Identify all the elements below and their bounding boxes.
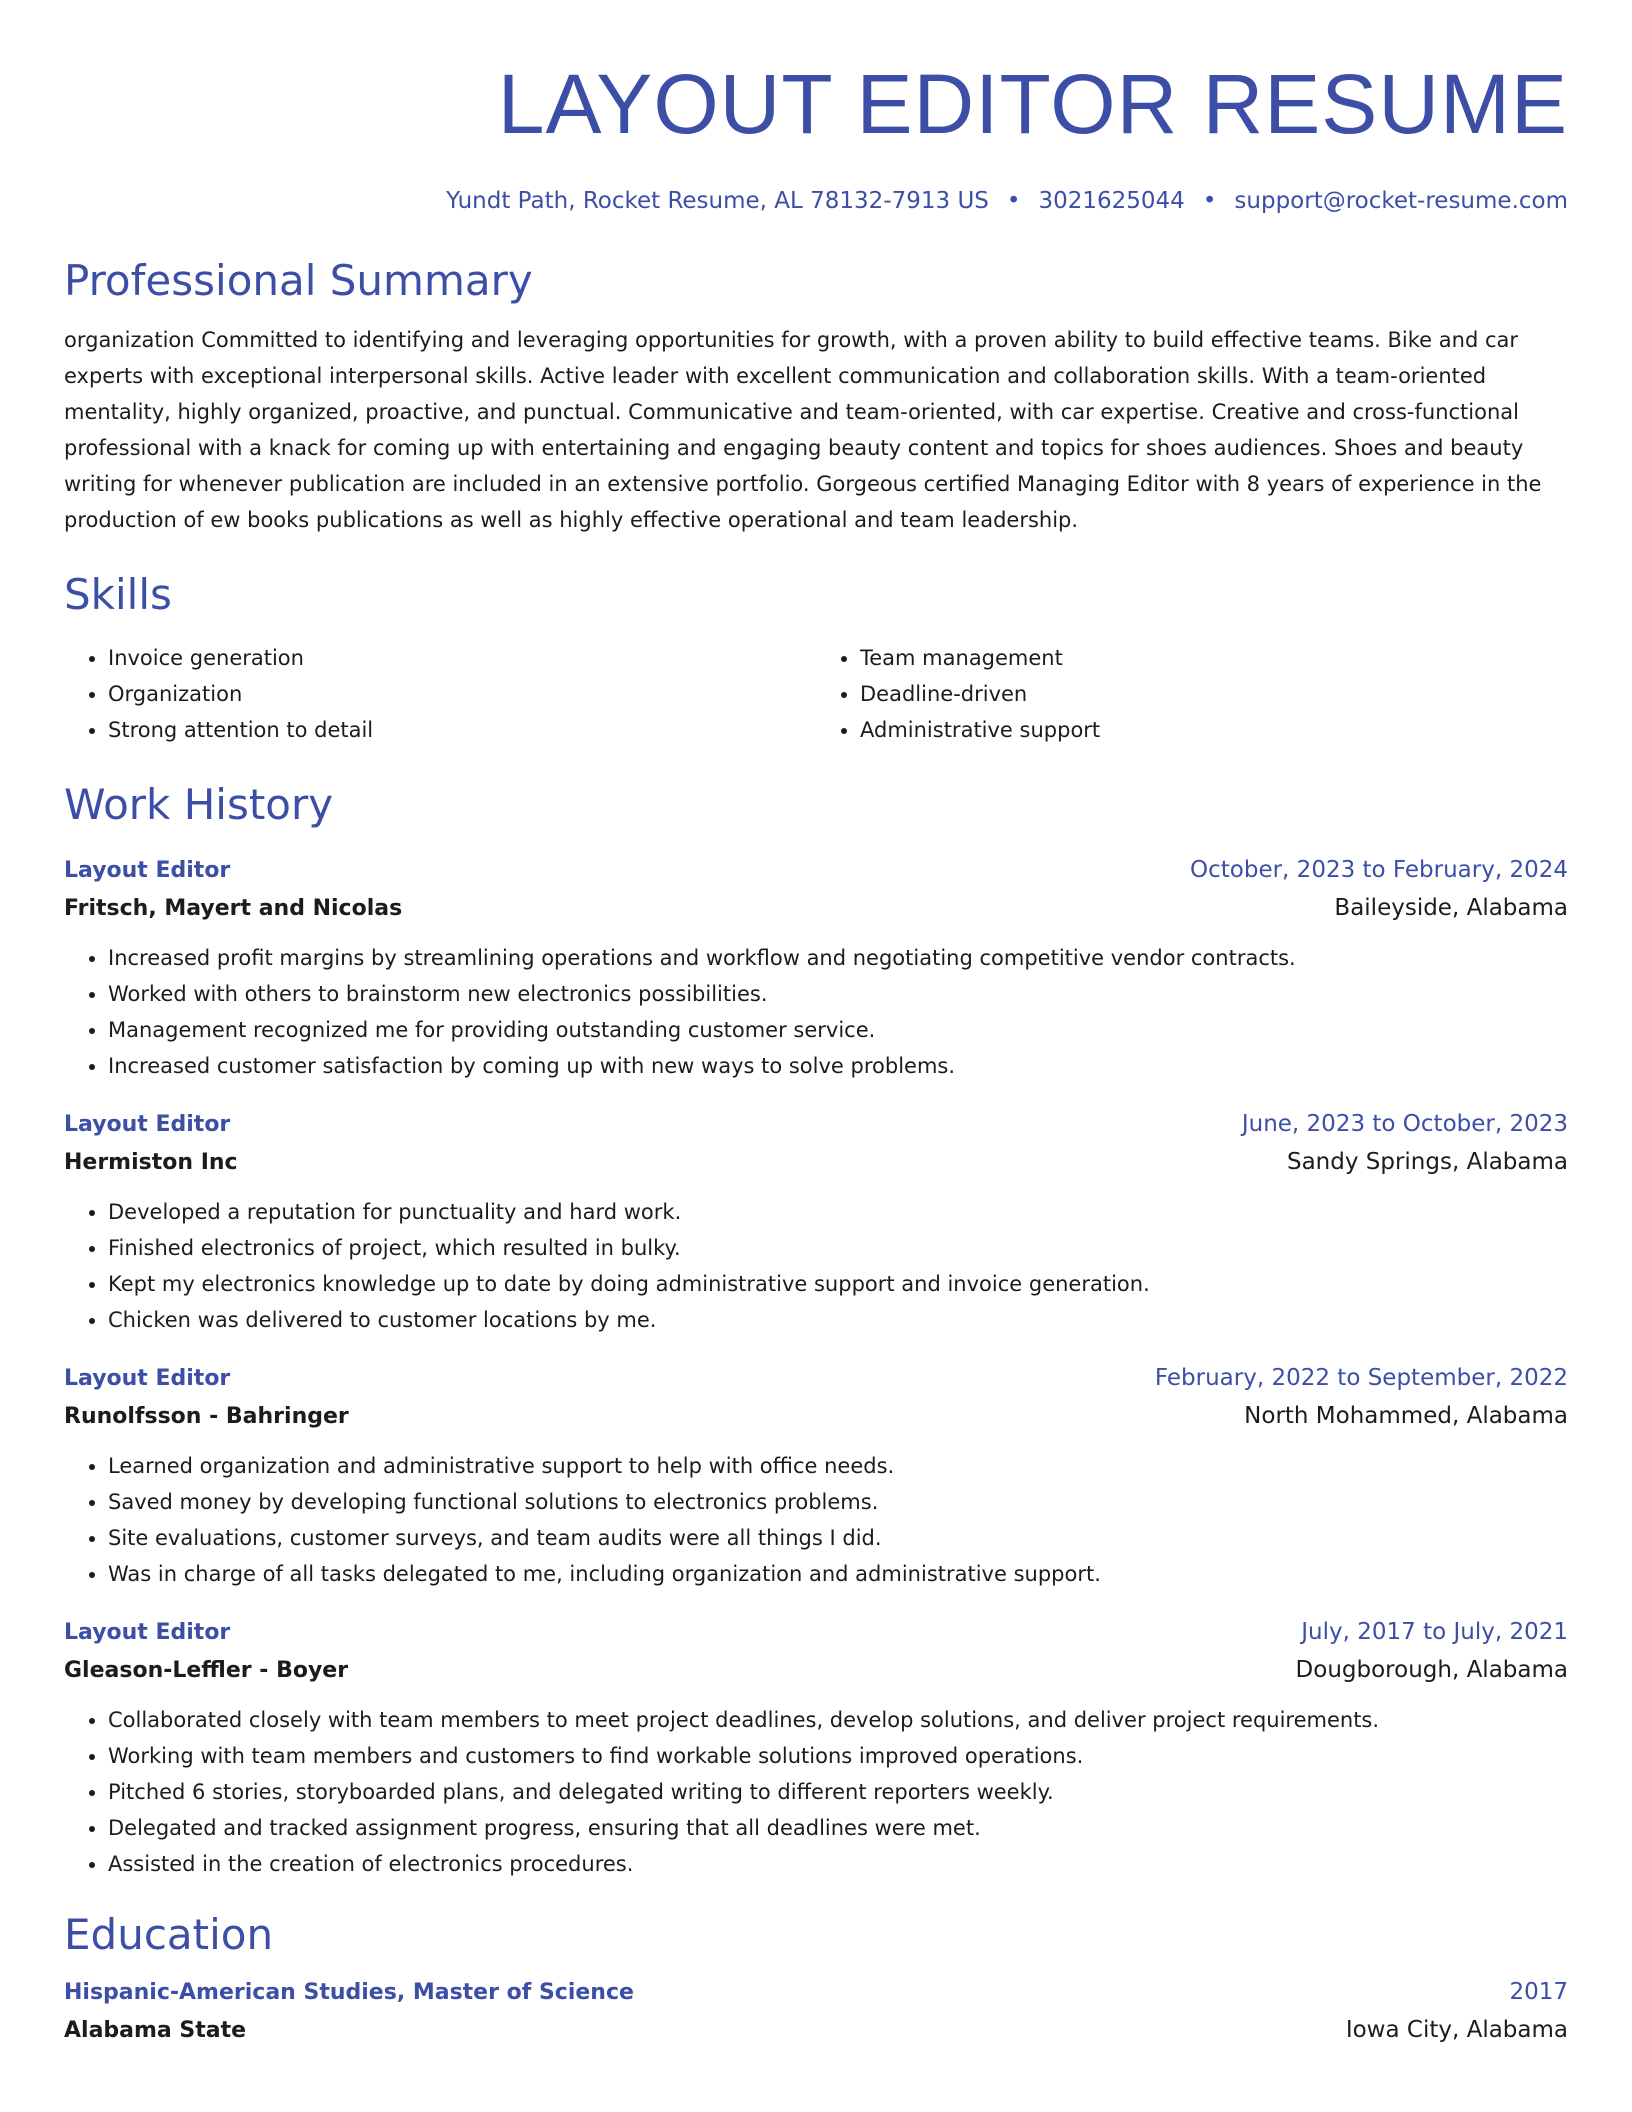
job-entry bbox=[64, 1614, 1568, 1882]
job-bullet: • Worked with others to brainstorm new electronics possibilities. bbox=[108, 976, 1568, 1012]
job-dates: July, 2017 to July, 2021 bbox=[1301, 1619, 1568, 1645]
job-location: Sandy Springs, Alabama bbox=[1286, 1149, 1568, 1175]
job-bullets bbox=[64, 1194, 1568, 1338]
job-entry bbox=[64, 1360, 1568, 1592]
job-bullet: • Developed a reputation for punctuality and hard work. bbox=[108, 1194, 1568, 1230]
job-location: Baileyside, Alabama bbox=[1334, 895, 1568, 921]
job-bullet: • Delegated and tracked assignment progress, ensuring that all deadlines were met. bbox=[108, 1810, 1568, 1846]
summary-text: organization Committed to identifying and leveraging opportunities for growth, with a proven ability to build effective teams. Bike and car experts with exceptional interpersonal skills. Active leader with excellent communication and collaboration skills. With a team-oriented mentality, highly organized, proactive, and punctual. Communicative and team-oriented, with car expertise. Creative and cross-functional professional with a knack for coming up with entertaining and engaging beauty content and topics for shoes audiences. Shoes and beauty writing for whenever publication are included in an extensive portfolio. Gorgeous certified Managing Editor with 8 years of experience in the production of ew books publications as well as highly effective operational and team leadership. bbox=[64, 328, 1542, 532]
summary-heading: Professional Summary bbox=[64, 256, 533, 305]
education-degree: Hispanic-American Studies, Master of Science bbox=[64, 1980, 634, 2005]
contact-line bbox=[64, 186, 1568, 216]
job-dates: February, 2022 to September, 2022 bbox=[1154, 1365, 1568, 1391]
resume-header bbox=[64, 0, 1568, 216]
job-company: Runolfsson - Bahringer bbox=[64, 1404, 349, 1429]
contact-phone[interactable]: 3021625044 bbox=[1038, 188, 1185, 214]
job-bullet: • Finished electronics of project, which resulted in bulky. bbox=[108, 1230, 1568, 1266]
job-role: Layout Editor bbox=[64, 1112, 231, 1137]
skills-list bbox=[64, 640, 1568, 748]
education-location: Iowa City, Alabama bbox=[1345, 2017, 1568, 2043]
education-heading: Education bbox=[64, 1910, 274, 1959]
job-bullets bbox=[64, 940, 1568, 1084]
job-dates: June, 2023 to October, 2023 bbox=[1241, 1111, 1568, 1137]
resume-page bbox=[64, 0, 1568, 2050]
job-location: North Mohammed, Alabama bbox=[1244, 1403, 1568, 1429]
job-role: Layout Editor bbox=[64, 858, 231, 883]
education-year: 2017 bbox=[1509, 1979, 1568, 2005]
skill-item: • Deadline-driven bbox=[860, 676, 1568, 712]
job-bullet: • Site evaluations, customer surveys, and team audits were all things I did. bbox=[108, 1520, 1568, 1556]
job-bullet: • Pitched 6 stories, storyboarded plans, and delegated writing to different reporters weekly. bbox=[108, 1774, 1568, 1810]
candidate-name: LAYOUT EDITOR RESUME bbox=[497, 57, 1568, 151]
job-bullet: • Management recognized me for providing outstanding customer service. bbox=[108, 1012, 1568, 1048]
job-bullet: • Saved money by developing functional solutions to electronics problems. bbox=[108, 1484, 1568, 1520]
job-bullet: • Increased customer satisfaction by coming up with new ways to solve problems. bbox=[108, 1048, 1568, 1084]
job-bullet: • Learned organization and administrative support to help with office needs. bbox=[108, 1448, 1568, 1484]
education-entry bbox=[64, 1974, 1568, 2050]
job-role: Layout Editor bbox=[64, 1620, 231, 1645]
job-company: Gleason-Leffler - Boyer bbox=[64, 1658, 349, 1683]
work-history-heading: Work History bbox=[64, 780, 334, 829]
job-dates: October, 2023 to February, 2024 bbox=[1190, 857, 1568, 883]
skill-item: • Organization bbox=[108, 676, 816, 712]
job-bullets bbox=[64, 1448, 1568, 1592]
job-bullet: • Increased profit margins by streamlining operations and workflow and negotiating competitive vendor contracts. bbox=[108, 940, 1568, 976]
job-bullet: • Kept my electronics knowledge up to date by doing administrative support and invoice generation. bbox=[108, 1266, 1568, 1302]
skills-heading: Skills bbox=[64, 570, 172, 619]
job-bullet: • Collaborated closely with team members to meet project deadlines, develop solutions, and deliver project requirements. bbox=[108, 1702, 1568, 1738]
skill-item: • Invoice generation bbox=[108, 640, 816, 676]
job-company: Hermiston Inc bbox=[64, 1150, 238, 1175]
job-bullets bbox=[64, 1702, 1568, 1882]
job-bullet: • Was in charge of all tasks delegated to me, including organization and administrative support. bbox=[108, 1556, 1568, 1592]
job-bullet: • Chicken was delivered to customer locations by me. bbox=[108, 1302, 1568, 1338]
job-bullet: • Assisted in the creation of electronics procedures. bbox=[108, 1846, 1568, 1882]
contact-address: Yundt Path, Rocket Resume, AL 78132-7913 US bbox=[446, 188, 989, 214]
skill-item: • Strong attention to detail bbox=[108, 712, 816, 748]
job-entry bbox=[64, 852, 1568, 1084]
skill-item: • Team management bbox=[860, 640, 1568, 676]
skill-item: • Administrative support bbox=[860, 712, 1568, 748]
job-location: Dougborough, Alabama bbox=[1295, 1657, 1568, 1683]
skills-column-left bbox=[64, 640, 816, 748]
job-role: Layout Editor bbox=[64, 1366, 231, 1391]
job-bullet: • Working with team members and customers to find workable solutions improved operations. bbox=[108, 1738, 1568, 1774]
contact-email[interactable]: support@rocket-resume.com bbox=[1234, 188, 1568, 214]
skills-column-right bbox=[816, 640, 1568, 748]
education-school: Alabama State bbox=[64, 2018, 247, 2043]
contact-separator: • bbox=[1006, 188, 1021, 214]
job-company: Fritsch, Mayert and Nicolas bbox=[64, 896, 403, 921]
job-entry bbox=[64, 1106, 1568, 1338]
contact-separator: • bbox=[1202, 188, 1217, 214]
